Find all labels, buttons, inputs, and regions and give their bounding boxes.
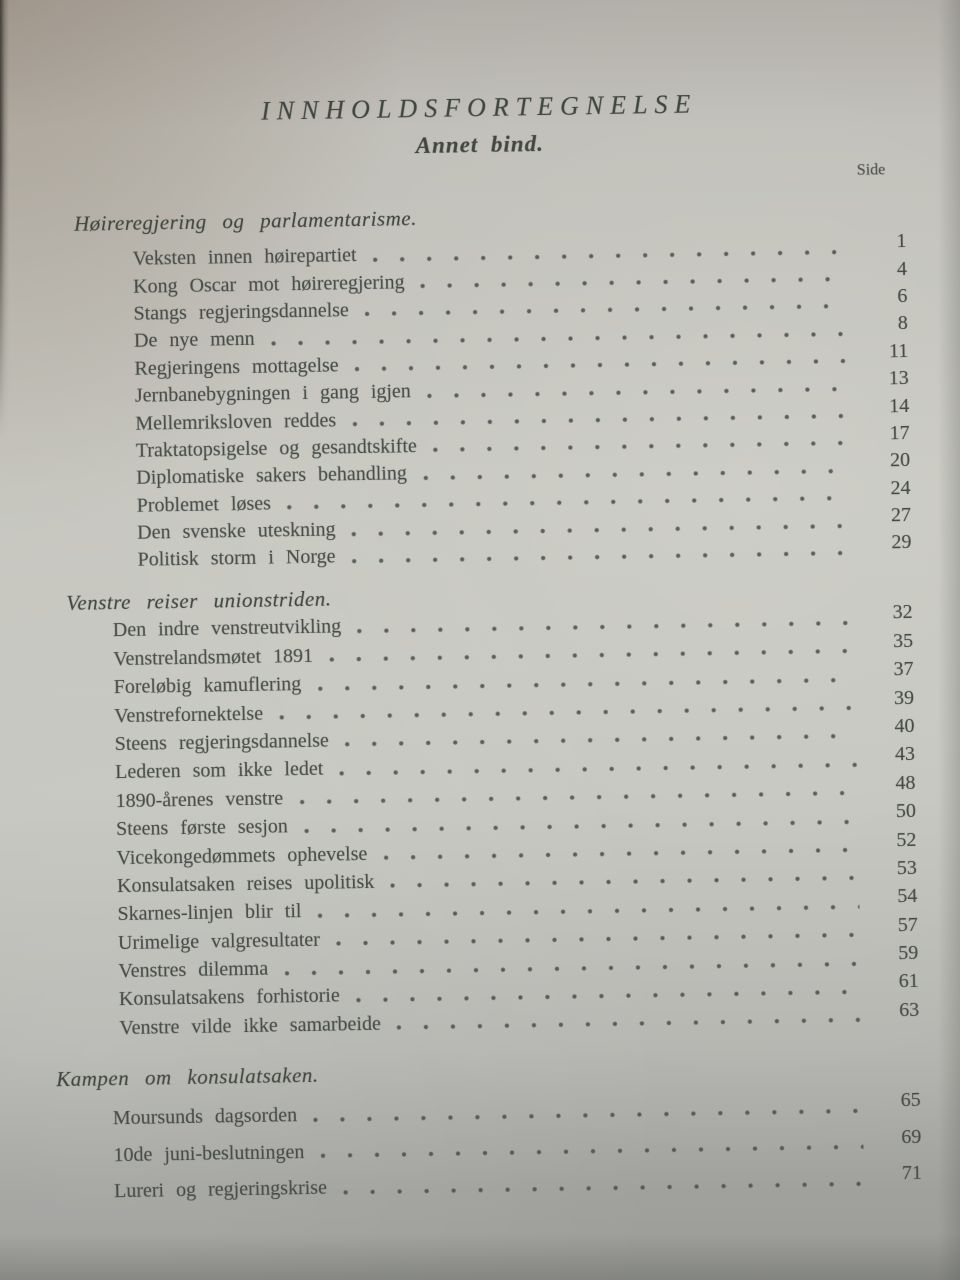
toc-entry-title: 1890-årenes venstre: [115, 787, 284, 812]
toc-entry-title: Venstres dilemma: [118, 957, 269, 983]
toc-entry-page-number: 52: [896, 828, 917, 851]
toc-entry-title: Moursunds dagsorden: [112, 1104, 298, 1130]
dot-leader: [317, 676, 856, 693]
toc-entry-page-number: 14: [889, 394, 910, 417]
dot-leader: [339, 761, 857, 778]
toc-sections: [40, 195, 938, 1212]
toc-entry-title: Traktatopsigelse og gesandtskifte: [135, 435, 417, 462]
toc-entry-page-number: 24: [890, 476, 911, 499]
dot-leader: [320, 1143, 863, 1160]
dot-leader: [329, 647, 855, 664]
toc-entry-title: Steens regjeringsdannelse: [114, 729, 330, 756]
dot-leader: [352, 521, 854, 537]
toc-entry-page-number: 1: [896, 230, 907, 253]
toc-entry-page-number: 50: [895, 799, 917, 823]
dot-leader: [373, 248, 849, 264]
toc-entry-page-number: 48: [895, 771, 916, 794]
toc-entry-page-number: 17: [889, 421, 910, 445]
toc-entry-title: Venstrelandsmøtet 1891: [113, 644, 314, 670]
dot-leader: [390, 874, 859, 890]
toc-entry-title: Konsulatsakens forhistorie: [118, 984, 340, 1011]
toc-entry-title: Politisk storm i Norge: [137, 545, 336, 572]
toc-entry-title: Foreløbig kamuflering: [113, 673, 302, 699]
toc-entry-page-number: 6: [897, 284, 908, 308]
dot-leader: [357, 619, 855, 635]
toc-entry-title: Den svenske uteskning: [137, 518, 336, 544]
dot-leader: [383, 846, 858, 862]
toc-entry-page-number: 32: [892, 601, 913, 624]
toc-entry-title: Konsulatsaken reises upolitisk: [116, 870, 375, 898]
toc-entry-page-number: 39: [893, 686, 915, 709]
toc-entry-title: Mellemriksloven reddes: [135, 408, 337, 435]
section-heading: Høireregjering og parlamentarisme.: [73, 206, 418, 236]
dot-leader: [397, 1016, 862, 1032]
toc-section: [54, 1049, 938, 1211]
dot-leader: [352, 549, 854, 565]
toc-entry-title: Lederen som ikke ledet: [114, 758, 324, 784]
section-heading: Venstre reiser unionstriden.: [66, 586, 332, 615]
toc-entry-page-number: 63: [899, 998, 920, 1022]
toc-subtitle: Annet bind.: [415, 130, 545, 159]
dot-leader: [345, 732, 857, 748]
toc-entry-page-number: 20: [889, 449, 911, 472]
toc-entry-page-number: 59: [898, 941, 919, 965]
dot-leader: [427, 385, 851, 400]
toc-title: INNHOLDSFORTEGNELSE: [260, 89, 698, 126]
toc-entry-page-number: 37: [893, 658, 914, 681]
page-right-edge-shadow: [938, 0, 960, 1280]
dot-leader: [423, 467, 852, 482]
toc-entry-page-number: 61: [898, 970, 919, 993]
page-column-header: Side: [856, 161, 886, 179]
toc-entry-page-number: 8: [897, 312, 909, 335]
toc-entry-page-number: 54: [897, 885, 918, 908]
toc-section: [40, 195, 928, 576]
toc-entry-title: Den indre venstreutvikling: [112, 615, 342, 642]
section-rows: [55, 1087, 939, 1211]
dot-leader: [433, 439, 852, 454]
toc-entry-page-number: 40: [894, 714, 915, 738]
dot-leader: [352, 412, 851, 428]
page-bottom-edge-shadow: [0, 1234, 960, 1280]
toc-entry-title: Urimelige valgresultater: [117, 928, 321, 954]
dot-leader: [355, 357, 851, 373]
toc-entry-title: Regjeringens mottagelse: [134, 354, 339, 380]
toc-entry-title: Kong Oscar mot høireregjering: [132, 270, 405, 298]
toc-entry-page-number: 11: [888, 339, 909, 363]
section-heading: Kampen om konsulatsaken.: [56, 1062, 319, 1091]
toc-entry-title: Veksten innen høirepartiet: [132, 244, 357, 270]
dot-leader: [356, 988, 861, 1004]
dot-leader: [336, 931, 860, 948]
dot-leader: [317, 903, 859, 920]
toc-entry-title: Jernbanebygningen i gang igjen: [134, 380, 412, 407]
section-rows: [47, 603, 936, 1043]
toc-entry-page-number: 57: [897, 913, 918, 936]
toc-entry-title: Vicekongedømmets ophevelse: [116, 842, 368, 869]
toc-entry-page-number: 13: [888, 367, 909, 390]
toc-entry-title: Diplomatiske sakers behandling: [136, 462, 408, 490]
toc-entry-title: Stangs regjeringsdannelse: [133, 299, 349, 325]
toc-entry-title: Venstre vilde ikke samarbeide: [119, 1012, 382, 1039]
toc-entry-title: Lureri og regjeringskrise: [113, 1176, 328, 1203]
toc-entry-page-number: 65: [900, 1089, 921, 1112]
dot-leader: [365, 302, 850, 318]
section-rows: [40, 230, 927, 576]
page-left-edge-shadow: [0, 0, 9, 460]
toc-entry-title: De nye menn: [133, 328, 255, 353]
toc-entry-page-number: 43: [894, 743, 916, 766]
toc-entry-title: Skarnes-linjen blir til: [117, 900, 302, 926]
toc-entry-page-number: 29: [891, 531, 912, 554]
toc-entry-title: Venstrefornektelse: [114, 702, 264, 727]
toc-entry-title: 10de juni-beslutningen: [113, 1140, 305, 1167]
toc-entry-title: Problemet løses: [136, 492, 272, 517]
toc-entry-page-number: 69: [901, 1125, 922, 1148]
dot-leader: [421, 275, 850, 290]
toc-entry-page-number: 53: [896, 856, 918, 880]
toc-entry-page-number: 27: [890, 504, 912, 527]
toc-entry-page-number: 35: [892, 629, 914, 652]
toc-entry-page-number: 71: [901, 1162, 923, 1185]
dot-leader: [313, 1107, 863, 1124]
toc-entry-title: Steens første sesjon: [115, 815, 289, 841]
dot-leader: [343, 1180, 864, 1197]
toc-section: [46, 573, 935, 1043]
toc-entry-page-number: 4: [896, 257, 908, 280]
toc-page: [36, 0, 938, 1211]
